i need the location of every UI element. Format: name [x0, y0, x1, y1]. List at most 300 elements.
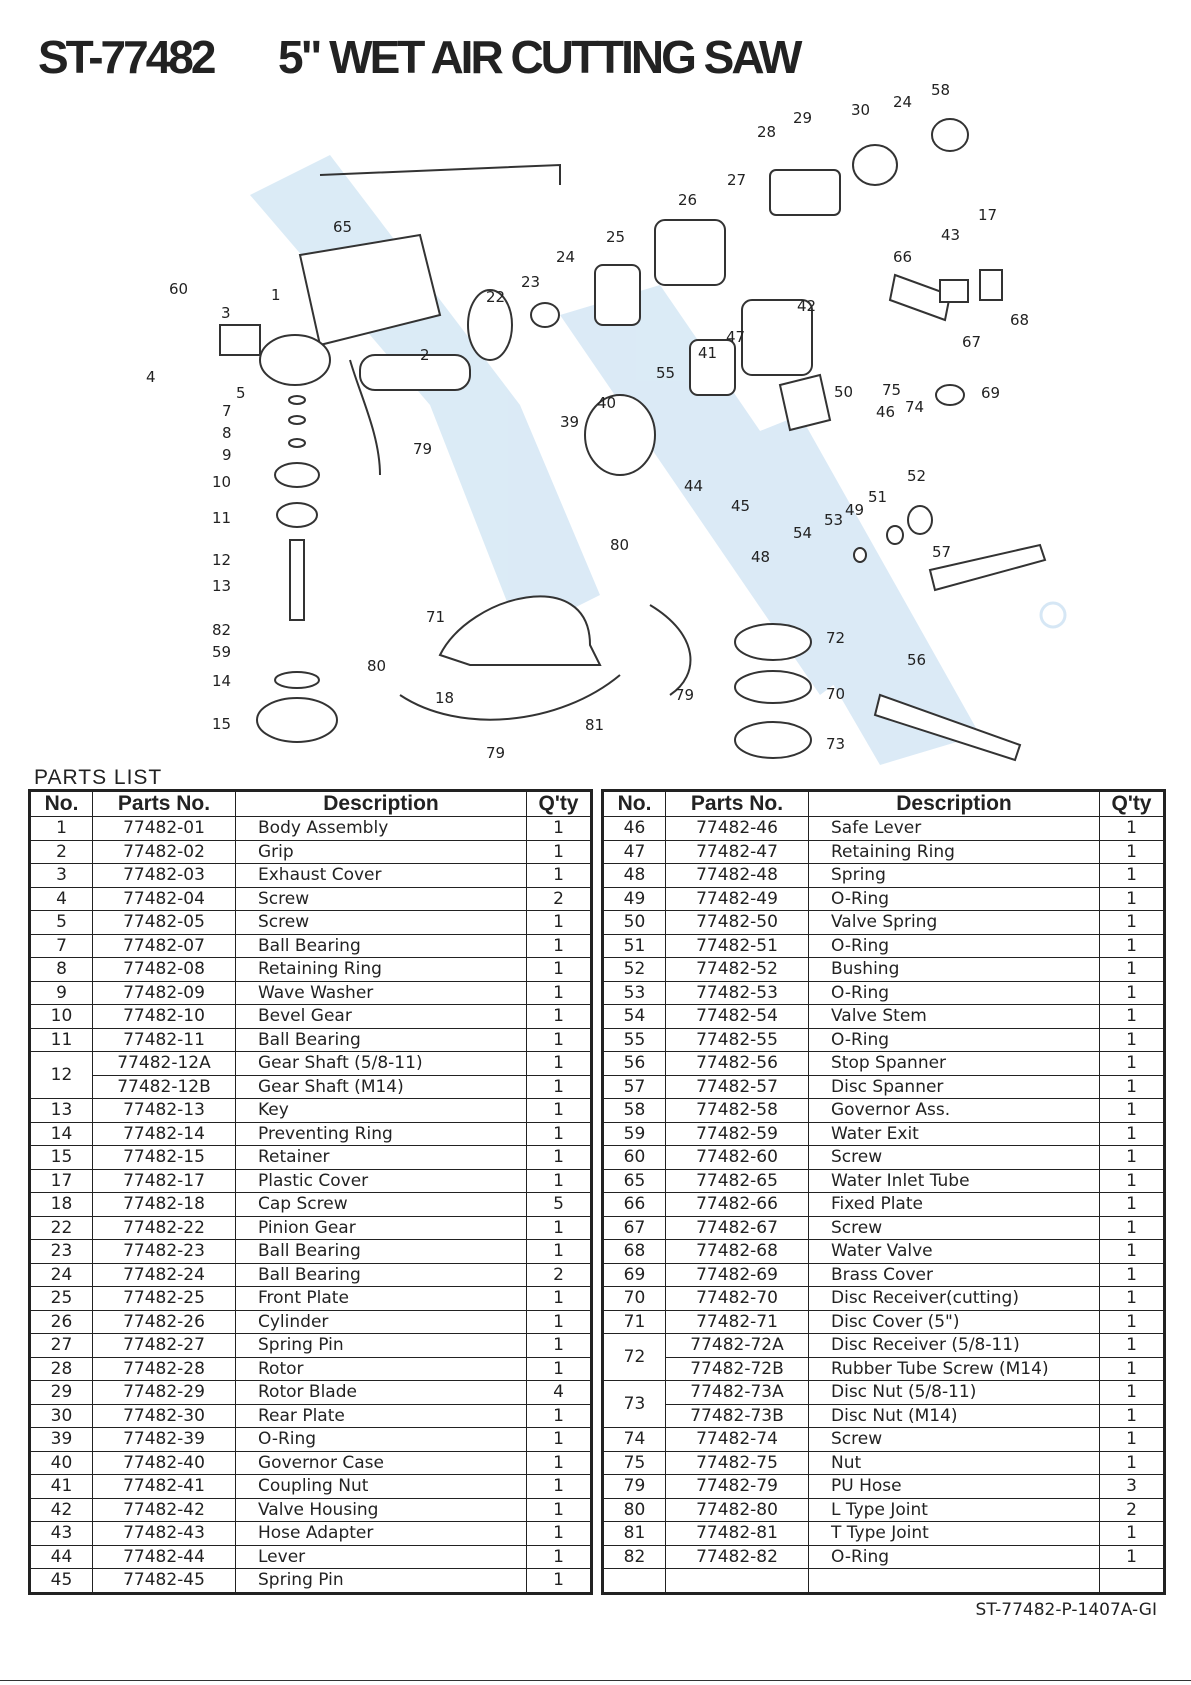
cell-no: 65 — [603, 1169, 666, 1193]
cell-no: 10 — [30, 1005, 93, 1029]
cell-part-no: 77482-81 — [666, 1522, 809, 1546]
cell-part-no: 77482-14 — [93, 1122, 236, 1146]
column-header: Q'ty — [527, 791, 592, 817]
cell-no: 2 — [30, 840, 93, 864]
cell-part-no: 77482-57 — [666, 1075, 809, 1099]
cell-no: 9 — [30, 981, 93, 1005]
cell-qty: 1 — [527, 1522, 592, 1546]
table-row — [603, 1240, 1165, 1264]
table-row — [30, 1287, 592, 1311]
cell-part-no: 77482-71 — [666, 1310, 809, 1334]
column-header: Parts No. — [93, 791, 236, 817]
cell-description: Screw — [809, 1146, 1100, 1170]
table-row — [30, 1569, 592, 1594]
cell-qty: 1 — [527, 1216, 592, 1240]
table-row — [30, 1216, 592, 1240]
table-row — [603, 934, 1165, 958]
cell-description: O-Ring — [809, 1545, 1100, 1569]
product-name: 5" WET AIR CUTTING SAW — [278, 31, 800, 83]
column-header: No. — [30, 791, 93, 817]
callout: 59 — [212, 643, 232, 661]
cell-description: Water Exit — [809, 1122, 1100, 1146]
cell-no: 56 — [603, 1052, 666, 1076]
cell-no: 45 — [30, 1569, 93, 1594]
cell-description: Gear Shaft (M14) — [236, 1075, 527, 1099]
cell-description: Nut — [809, 1451, 1100, 1475]
cell-part-no: 77482-79 — [666, 1475, 809, 1499]
cell-description: Ball Bearing — [236, 1263, 527, 1287]
cell-no: 24 — [30, 1263, 93, 1287]
cell-part-no: 77482-13 — [93, 1099, 236, 1123]
cell-description: Gear Shaft (5/8-11) — [236, 1052, 527, 1076]
cell-description: Retaining Ring — [809, 840, 1100, 864]
cell-no: 79 — [603, 1475, 666, 1499]
callout: 67 — [962, 333, 982, 351]
cell-qty — [1100, 1569, 1165, 1594]
cell-description: O-Ring — [809, 887, 1100, 911]
cell-part-no: 77482-27 — [93, 1334, 236, 1358]
cell-qty: 1 — [1100, 864, 1165, 888]
cell-description: O-Ring — [236, 1428, 527, 1452]
cell-qty: 1 — [527, 1287, 592, 1311]
cell-part-no: 77482-66 — [666, 1193, 809, 1217]
cell-no: 17 — [30, 1169, 93, 1193]
cell-no: 73 — [603, 1381, 666, 1428]
cell-qty: 1 — [1100, 1216, 1165, 1240]
cell-part-no: 77482-48 — [666, 864, 809, 888]
cell-description: Preventing Ring — [236, 1122, 527, 1146]
table-row — [603, 1569, 1165, 1594]
cell-description: Water Valve — [809, 1240, 1100, 1264]
table-row — [30, 934, 592, 958]
cell-no: 1 — [30, 817, 93, 841]
callout: 75 — [882, 381, 902, 399]
cell-qty: 1 — [527, 911, 592, 935]
table-row — [603, 1052, 1165, 1076]
callout: 10 — [212, 473, 232, 491]
cell-no: 55 — [603, 1028, 666, 1052]
table-row — [30, 1357, 592, 1381]
cell-qty: 1 — [527, 958, 592, 982]
cell-description: Valve Housing — [236, 1498, 527, 1522]
table-row — [603, 1263, 1165, 1287]
cell-part-no: 77482-69 — [666, 1263, 809, 1287]
cell-part-no: 77482-58 — [666, 1099, 809, 1123]
cell-description: Spring Pin — [236, 1334, 527, 1358]
table-row — [30, 840, 592, 864]
callout: 79 — [413, 440, 433, 458]
cell-description: Spring — [809, 864, 1100, 888]
table-row — [30, 1146, 592, 1170]
callout: 25 — [606, 228, 626, 246]
table-row — [30, 1334, 592, 1358]
cell-qty: 1 — [527, 1028, 592, 1052]
cell-description: Fixed Plate — [809, 1193, 1100, 1217]
cell-qty: 1 — [1100, 1404, 1165, 1428]
cell-qty: 1 — [1100, 1263, 1165, 1287]
table-row — [603, 1028, 1165, 1052]
cell-part-no: 77482-50 — [666, 911, 809, 935]
table-row — [603, 1475, 1165, 1499]
callout: 54 — [793, 524, 813, 542]
cell-no: 15 — [30, 1146, 93, 1170]
cell-qty: 1 — [527, 817, 592, 841]
cell-part-no: 77482-02 — [93, 840, 236, 864]
cell-qty: 1 — [1100, 1545, 1165, 1569]
cell-no: 41 — [30, 1475, 93, 1499]
cell-qty: 1 — [1100, 981, 1165, 1005]
table-row — [30, 958, 592, 982]
callout: 3 — [221, 304, 231, 322]
cell-description: Rotor Blade — [236, 1381, 527, 1405]
cell-description: Cylinder — [236, 1310, 527, 1334]
table-header-row — [603, 791, 1165, 817]
callout: 55 — [656, 364, 676, 382]
cell-qty: 1 — [1100, 1451, 1165, 1475]
cell-no: 18 — [30, 1193, 93, 1217]
cell-part-no: 77482-15 — [93, 1146, 236, 1170]
cell-description: Water Inlet Tube — [809, 1169, 1100, 1193]
cell-no: 30 — [30, 1404, 93, 1428]
callout: 28 — [757, 123, 777, 141]
cell-no: 46 — [603, 817, 666, 841]
parts-table-left — [28, 789, 593, 1595]
callout: 4 — [146, 368, 156, 386]
callout: 23 — [521, 273, 541, 291]
cell-qty: 1 — [1100, 1028, 1165, 1052]
cell-description: Hose Adapter — [236, 1522, 527, 1546]
cell-description: Grip — [236, 840, 527, 864]
cell-qty: 1 — [527, 1428, 592, 1452]
cell-description: Coupling Nut — [236, 1475, 527, 1499]
cell-qty: 1 — [527, 1005, 592, 1029]
cell-no: 49 — [603, 887, 666, 911]
column-header: Q'ty — [1100, 791, 1165, 817]
cell-part-no: 77482-08 — [93, 958, 236, 982]
cell-no: 80 — [603, 1498, 666, 1522]
cell-description: Spring Pin — [236, 1569, 527, 1594]
cell-no: 48 — [603, 864, 666, 888]
callout: 70 — [826, 685, 846, 703]
table-row — [30, 1075, 592, 1099]
cell-part-no: 77482-28 — [93, 1357, 236, 1381]
cell-description: Disc Cover (5") — [809, 1310, 1100, 1334]
cell-qty: 1 — [1100, 1357, 1165, 1381]
cell-description: Lever — [236, 1545, 527, 1569]
cell-qty: 3 — [1100, 1475, 1165, 1499]
table-row — [30, 1052, 592, 1076]
cell-no: 8 — [30, 958, 93, 982]
cell-part-no: 77482-43 — [93, 1522, 236, 1546]
cell-description: Retainer — [236, 1146, 527, 1170]
cell-qty: 1 — [527, 1451, 592, 1475]
spindle-stack — [257, 396, 337, 742]
callout: 7 — [222, 402, 232, 420]
cell-part-no: 77482-72A — [666, 1334, 809, 1358]
table-row — [603, 1216, 1165, 1240]
cell-description: Brass Cover — [809, 1263, 1100, 1287]
cell-no: 68 — [603, 1240, 666, 1264]
cell-qty: 1 — [1100, 1428, 1165, 1452]
cell-part-no: 77482-52 — [666, 958, 809, 982]
table-row — [30, 1122, 592, 1146]
cell-qty: 1 — [1100, 934, 1165, 958]
cell-description: Key — [236, 1099, 527, 1123]
cell-part-no: 77482-55 — [666, 1028, 809, 1052]
callout: 26 — [678, 191, 698, 209]
cell-part-no: 77482-23 — [93, 1240, 236, 1264]
column-header: Description — [236, 791, 527, 817]
cell-no: 28 — [30, 1357, 93, 1381]
cell-qty: 1 — [527, 1334, 592, 1358]
cell-no: 58 — [603, 1099, 666, 1123]
callout: 8 — [222, 424, 232, 442]
table-row — [30, 1240, 592, 1264]
cell-qty: 1 — [1100, 1334, 1165, 1358]
callout: 60 — [169, 280, 189, 298]
column-header: Description — [809, 791, 1100, 817]
cell-no: 69 — [603, 1263, 666, 1287]
callout: 5 — [236, 384, 246, 402]
cell-no: 50 — [603, 911, 666, 935]
table-row — [30, 1545, 592, 1569]
cell-part-no: 77482-82 — [666, 1545, 809, 1569]
cell-qty: 1 — [1100, 817, 1165, 841]
cell-description: O-Ring — [809, 981, 1100, 1005]
cell-part-no: 77482-17 — [93, 1169, 236, 1193]
cell-part-no: 77482-67 — [666, 1216, 809, 1240]
callout: 24 — [556, 248, 576, 266]
cell-part-no: 77482-01 — [93, 817, 236, 841]
callout: 12 — [212, 551, 232, 569]
cell-description: Ball Bearing — [236, 1240, 527, 1264]
cell-part-no: 77482-18 — [93, 1193, 236, 1217]
callout: 57 — [932, 543, 952, 561]
cell-qty: 1 — [527, 1545, 592, 1569]
cell-no: 29 — [30, 1381, 93, 1405]
table-row — [603, 1357, 1165, 1381]
cell-no: 12 — [30, 1052, 93, 1099]
cell-description: Wave Washer — [236, 981, 527, 1005]
callout: 69 — [981, 384, 1001, 402]
cell-qty: 2 — [527, 887, 592, 911]
cell-description: T Type Joint — [809, 1522, 1100, 1546]
cell-part-no: 77482-44 — [93, 1545, 236, 1569]
table-row — [30, 1028, 592, 1052]
cell-part-no — [666, 1569, 809, 1594]
table-row — [603, 1522, 1165, 1546]
callout: 27 — [727, 171, 747, 189]
cell-no: 82 — [603, 1545, 666, 1569]
cell-no: 13 — [30, 1099, 93, 1123]
cell-part-no: 77482-49 — [666, 887, 809, 911]
table-row — [30, 1381, 592, 1405]
cell-part-no: 77482-42 — [93, 1498, 236, 1522]
cell-part-no: 77482-29 — [93, 1381, 236, 1405]
cell-qty: 1 — [527, 864, 592, 888]
table-row — [30, 911, 592, 935]
cell-no: 44 — [30, 1545, 93, 1569]
callout: 13 — [212, 577, 232, 595]
cell-no: 43 — [30, 1522, 93, 1546]
cell-qty: 1 — [527, 1169, 592, 1193]
table-row — [603, 1169, 1165, 1193]
cell-no: 70 — [603, 1287, 666, 1311]
cell-qty: 1 — [527, 1240, 592, 1264]
cell-description: Disc Receiver(cutting) — [809, 1287, 1100, 1311]
callout: 1 — [271, 286, 281, 304]
callout: 50 — [834, 383, 854, 401]
cell-part-no: 77482-05 — [93, 911, 236, 935]
cell-description: Pinion Gear — [236, 1216, 527, 1240]
cell-qty: 1 — [1100, 1146, 1165, 1170]
cell-description: Rotor — [236, 1357, 527, 1381]
table-row — [603, 1310, 1165, 1334]
cell-part-no: 77482-68 — [666, 1240, 809, 1264]
cell-qty: 1 — [1100, 1287, 1165, 1311]
cell-description: Bushing — [809, 958, 1100, 982]
callout: 47 — [726, 328, 746, 346]
table-row — [30, 1451, 592, 1475]
cell-part-no: 77482-03 — [93, 864, 236, 888]
cell-no: 52 — [603, 958, 666, 982]
callout: 42 — [797, 297, 817, 315]
cell-no: 25 — [30, 1287, 93, 1311]
cell-description — [809, 1569, 1100, 1594]
cell-no: 53 — [603, 981, 666, 1005]
cell-description: Ball Bearing — [236, 1028, 527, 1052]
cell-description: Disc Spanner — [809, 1075, 1100, 1099]
cell-qty: 1 — [1100, 911, 1165, 935]
callout: 68 — [1010, 311, 1030, 329]
parts-table-right — [601, 789, 1166, 1595]
cell-part-no: 77482-74 — [666, 1428, 809, 1452]
cell-no: 59 — [603, 1122, 666, 1146]
cell-description: O-Ring — [809, 934, 1100, 958]
cell-description: Valve Stem — [809, 1005, 1100, 1029]
cell-description: Governor Ass. — [809, 1099, 1100, 1123]
cell-description: Body Assembly — [236, 817, 527, 841]
table-row — [30, 1498, 592, 1522]
cell-part-no: 77482-26 — [93, 1310, 236, 1334]
callout: 11 — [212, 509, 232, 527]
cell-no: 51 — [603, 934, 666, 958]
table-row — [30, 1310, 592, 1334]
callout: 48 — [751, 548, 771, 566]
table-row — [30, 1193, 592, 1217]
cell-qty: 1 — [527, 1569, 592, 1594]
cell-qty: 1 — [527, 1099, 592, 1123]
table-row — [30, 1522, 592, 1546]
callout: 71 — [426, 608, 446, 626]
cell-description: Screw — [236, 887, 527, 911]
cell-part-no: 77482-10 — [93, 1005, 236, 1029]
cell-qty: 1 — [1100, 1193, 1165, 1217]
cell-no: 27 — [30, 1334, 93, 1358]
cell-qty: 4 — [527, 1381, 592, 1405]
exploded-parts-diagram — [0, 75, 1191, 765]
cell-qty: 1 — [527, 1052, 592, 1076]
callout: 72 — [826, 629, 846, 647]
cell-part-no: 77482-39 — [93, 1428, 236, 1452]
cell-part-no: 77482-45 — [93, 1569, 236, 1594]
callout: 30 — [851, 101, 871, 119]
cell-qty: 1 — [527, 1357, 592, 1381]
table-row — [603, 817, 1165, 841]
cell-part-no: 77482-60 — [666, 1146, 809, 1170]
cell-description: Front Plate — [236, 1287, 527, 1311]
cell-part-no: 77482-56 — [666, 1052, 809, 1076]
cell-qty: 1 — [1100, 1075, 1165, 1099]
cell-part-no: 77482-72B — [666, 1357, 809, 1381]
callout: 39 — [560, 413, 580, 431]
table-row — [30, 1428, 592, 1452]
callout: 49 — [845, 501, 865, 519]
cell-part-no: 77482-75 — [666, 1451, 809, 1475]
cell-qty: 1 — [1100, 1310, 1165, 1334]
callout: 46 — [876, 403, 896, 421]
cell-no: 26 — [30, 1310, 93, 1334]
cell-no: 81 — [603, 1522, 666, 1546]
parts-list-label: PARTS LIST — [34, 766, 163, 789]
cell-part-no: 77482-73B — [666, 1404, 809, 1428]
callout: 79 — [675, 686, 695, 704]
table-row — [603, 1146, 1165, 1170]
cell-no: 75 — [603, 1451, 666, 1475]
table-row — [603, 911, 1165, 935]
table-row — [30, 817, 592, 841]
cell-qty: 1 — [1100, 1522, 1165, 1546]
cell-description: Governor Case — [236, 1451, 527, 1475]
cell-qty: 1 — [1100, 887, 1165, 911]
callout: 80 — [367, 657, 387, 675]
callout: 65 — [333, 218, 353, 236]
cell-description: Retaining Ring — [236, 958, 527, 982]
cell-description: Plastic Cover — [236, 1169, 527, 1193]
table-row — [603, 1428, 1165, 1452]
cell-part-no: 77482-12B — [93, 1075, 236, 1099]
cell-part-no: 77482-53 — [666, 981, 809, 1005]
cell-description: Exhaust Cover — [236, 864, 527, 888]
callout: 43 — [941, 226, 961, 244]
table-row — [603, 1099, 1165, 1123]
cell-no: 60 — [603, 1146, 666, 1170]
cell-no: 4 — [30, 887, 93, 911]
page-divider — [0, 1680, 1191, 1681]
callout: 41 — [698, 344, 718, 362]
cell-description: Valve Spring — [809, 911, 1100, 935]
cell-no: 11 — [30, 1028, 93, 1052]
cell-part-no: 77482-22 — [93, 1216, 236, 1240]
cell-description: L Type Joint — [809, 1498, 1100, 1522]
callout: 66 — [893, 248, 913, 266]
callout: 51 — [868, 488, 888, 506]
cell-part-no: 77482-12A — [93, 1052, 236, 1076]
callout: 53 — [824, 511, 844, 529]
cell-part-no: 77482-30 — [93, 1404, 236, 1428]
cell-part-no: 77482-46 — [666, 817, 809, 841]
cell-description: PU Hose — [809, 1475, 1100, 1499]
cell-qty: 5 — [527, 1193, 592, 1217]
table-row — [603, 1498, 1165, 1522]
cell-no: 54 — [603, 1005, 666, 1029]
callout: 52 — [907, 467, 927, 485]
cell-qty: 1 — [1100, 1169, 1165, 1193]
model-number: ST-77482 — [38, 31, 214, 83]
table-row — [30, 1099, 592, 1123]
cell-no: 22 — [30, 1216, 93, 1240]
cell-qty: 1 — [1100, 1099, 1165, 1123]
